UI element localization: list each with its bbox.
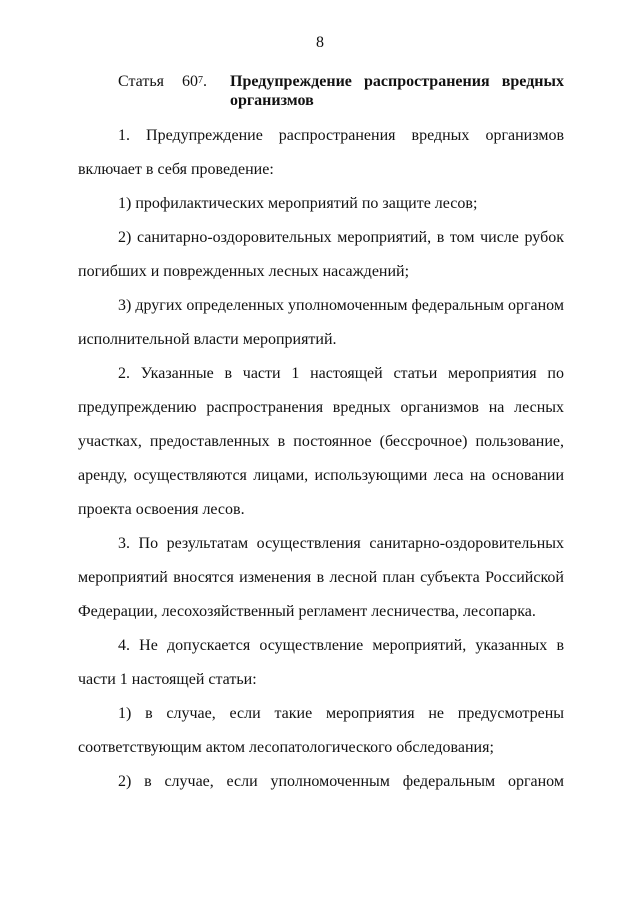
paragraph-1-item-1: 1) профилактических мероприятий по защите лесов; [118, 195, 478, 212]
page-number: 8 [316, 34, 324, 51]
paragraph-1: 1. Предупреждение распространения вредных организмов включает в себя проведение: [78, 127, 564, 178]
paragraph-4-item-2: 2) в случае, если уполномоченным федеральным органом [118, 773, 564, 790]
paragraph-4: 4. Не допускается осуществление мероприятий, указанных в части 1 настоящей статьи: [78, 637, 564, 688]
article-title-line2: организмов [230, 92, 314, 109]
article-number [182, 72, 207, 93]
paragraph-4-item-1: 1) в случае, если такие мероприятия не предусмотрены соответствующим актом лесопатологического обследования; [78, 705, 564, 756]
article-title [230, 72, 564, 110]
article-number-superscript: 7 [198, 75, 203, 86]
paragraph-1-item-3: 3) других определенных уполномоченным федеральным органом исполнительной власти мероприятий. [78, 297, 564, 348]
article-label: Статья [118, 73, 164, 90]
article-title-line1: Предупреждение распространения вредных [230, 73, 564, 90]
article-body [78, 119, 564, 799]
article-number-main: 60 [182, 73, 198, 90]
paragraph-2: 2. Указанные в части 1 настоящей статьи мероприятия по предупреждению распространения вредных организмов на лесных участках, предоставленных в постоянное (бессрочное) пользование, аренду, осуществляются лицами, использующими леса на основании проекта освоения лесов. [78, 365, 564, 518]
paragraph-3: 3. По результатам осуществления санитарно-оздоровительных мероприятий вносятся изменения в лесной план субъекта Российской Федерации, лесохозяйственный регламент лесничества, лесопарка. [78, 535, 564, 620]
article-number-dot: . [203, 73, 207, 90]
paragraph-1-item-2: 2) санитарно-оздоровительных мероприятий, в том числе рубок погибших и поврежденных лесных насаждений; [78, 229, 564, 280]
